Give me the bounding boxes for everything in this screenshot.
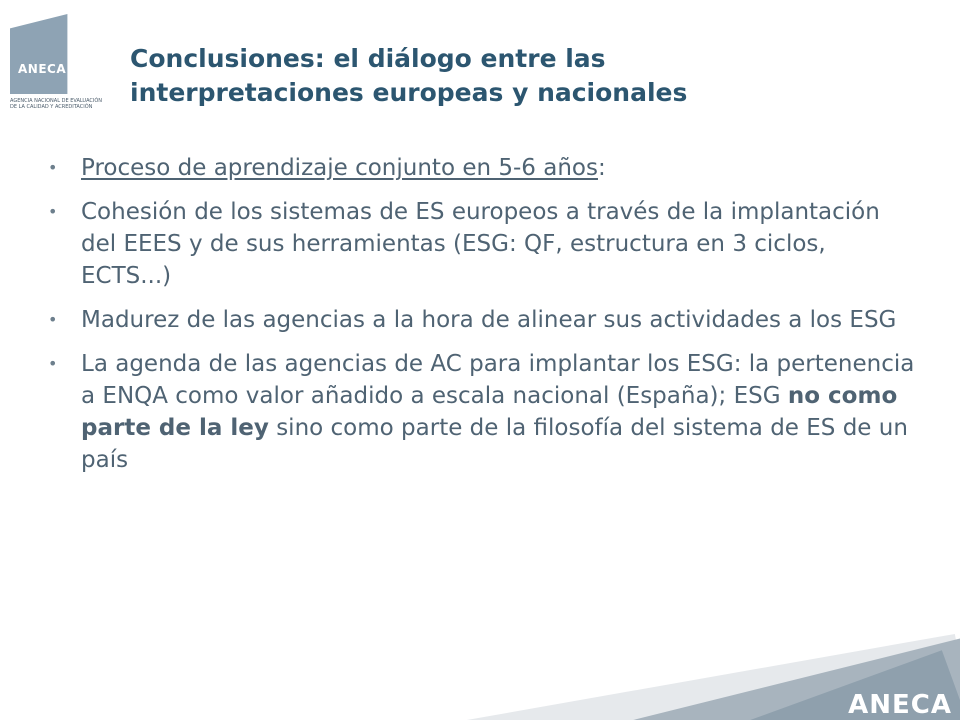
logo-mark-shape — [10, 14, 92, 94]
slide-title — [130, 42, 910, 110]
bullet-item-1 — [48, 152, 918, 184]
bullet-item-4 — [48, 348, 918, 476]
bullet-dot-icon: • — [48, 202, 58, 221]
footer-logo: ANECA — [848, 690, 952, 720]
logo-subtitle-line1: AGENCIA NACIONAL DE EVALUACIÓN — [10, 98, 103, 104]
slide-title-line1: Conclusiones: el diálogo entre las — [130, 44, 606, 73]
bullet-4-text-part2: sino como parte de la filosofía del sistema de ES de un país — [81, 415, 908, 473]
bullet-3-text: Madurez de las agencias a la hora de alinear sus actividades a los ESG — [81, 307, 897, 333]
aneca-logo — [10, 14, 102, 124]
bullet-1-underlined-text: Proceso de aprendizaje conjunto en 5-6 años — [81, 155, 598, 181]
logo-name: ANECA — [18, 62, 67, 76]
bullet-4-text-part1: La agenda de las agencias de AC para implantar los ESG: la pertenencia a ENQA como valor añadido a escala nacional (España); ESG — [81, 351, 915, 409]
bullet-list — [48, 152, 918, 488]
logo-subtitle — [10, 98, 110, 110]
bullet-item-3 — [48, 304, 918, 336]
bullet-dot-icon: • — [48, 354, 58, 373]
slide-title-line2: interpretaciones europeas y nacionales — [130, 78, 688, 107]
bullet-dot-icon: • — [48, 158, 58, 177]
bullet-item-2 — [48, 196, 918, 292]
bullet-4-bold-text: no como parte de la ley — [81, 383, 898, 441]
bullet-2-text: Cohesión de los sistemas de ES europeos a través de la implantación del EEES y de sus herramientas (ESG: QF, estructura en 3 ciclos, ECTS...) — [81, 199, 880, 289]
bullet-dot-icon: • — [48, 310, 58, 329]
logo-subtitle-line2: DE LA CALIDAD Y ACREDITACIÓN — [10, 104, 93, 110]
bullet-1-suffix: : — [597, 155, 606, 181]
